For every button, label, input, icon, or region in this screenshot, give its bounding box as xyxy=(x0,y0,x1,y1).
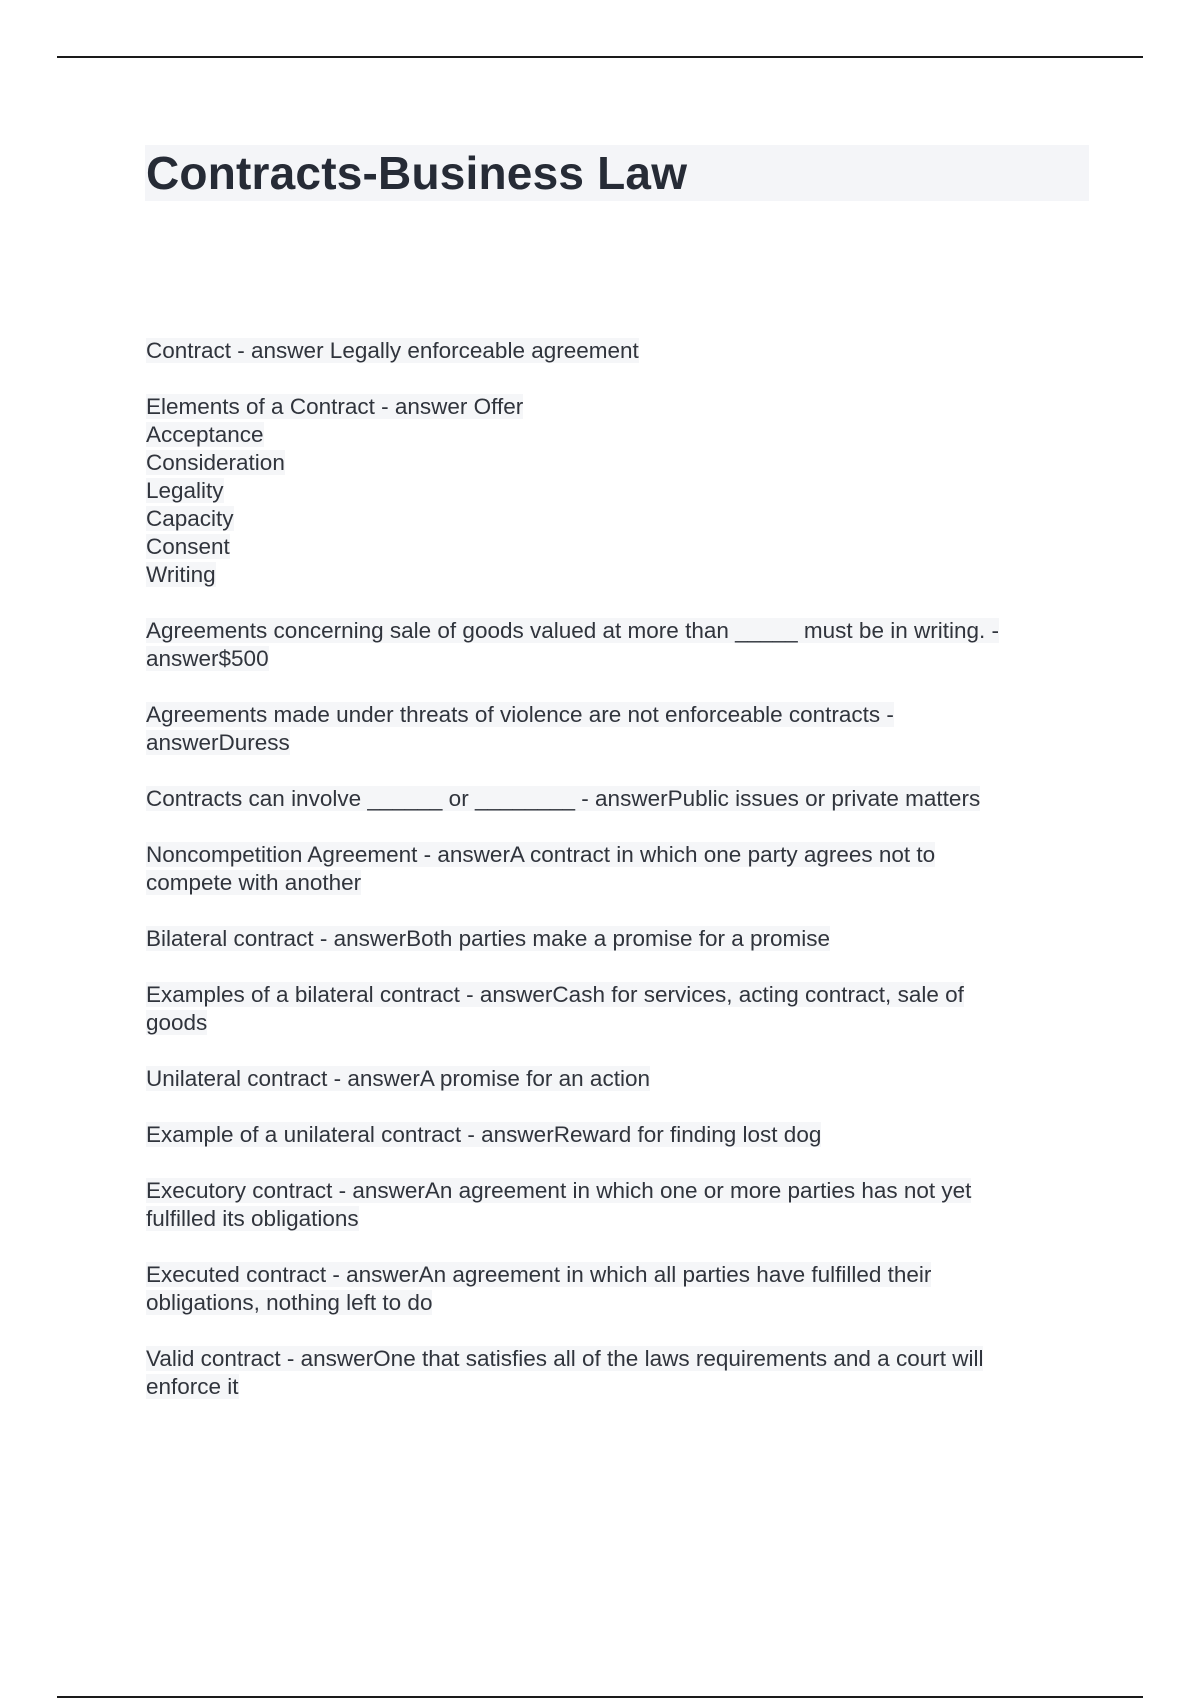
qa-entry-text: Noncompetition Agreement - answerA contract in which one party agrees not to xyxy=(146,842,936,867)
qa-entry xyxy=(146,925,1086,953)
qa-entry-line xyxy=(146,477,1086,505)
qa-entry xyxy=(146,1121,1086,1149)
qa-entry-text: Agreements concerning sale of goods valued at more than _____ must be in writing. - xyxy=(146,618,999,643)
qa-entry-text: Valid contract - answerOne that satisfies all of the laws requirements and a court will xyxy=(146,1346,984,1371)
qa-entry-text: Examples of a bilateral contract - answerCash for services, acting contract, sale of xyxy=(146,982,964,1007)
qa-entry-text: Example of a unilateral contract - answerReward for finding lost dog xyxy=(146,1122,822,1147)
header-divider xyxy=(57,56,1143,58)
qa-entry-line xyxy=(146,1345,1086,1373)
qa-entry-line xyxy=(146,925,1086,953)
qa-entry-text: Contract - answer Legally enforceable agreement xyxy=(146,338,639,363)
qa-entry-text: answerDuress xyxy=(146,730,290,755)
qa-entry-text: enforce it xyxy=(146,1374,239,1399)
qa-entry-line xyxy=(146,617,1086,645)
qa-entry xyxy=(146,1261,1086,1317)
qa-entry-line xyxy=(146,449,1086,477)
qa-entry-line xyxy=(146,1065,1086,1093)
footer-divider xyxy=(57,1696,1143,1698)
qa-entry-line xyxy=(146,505,1086,533)
qa-entry xyxy=(146,1345,1086,1401)
qa-entry-line xyxy=(146,337,1086,365)
qa-entry-text: Legality xyxy=(146,478,224,503)
qa-entry-text: Writing xyxy=(146,562,216,587)
qa-entry xyxy=(146,841,1086,897)
qa-entry-line xyxy=(146,561,1086,589)
qa-entry-line xyxy=(146,869,1086,897)
qa-entry-text: Acceptance xyxy=(146,422,264,447)
qa-entry xyxy=(146,337,1086,365)
qa-entry xyxy=(146,701,1086,757)
qa-entry-line xyxy=(146,1289,1086,1317)
qa-entry-text: obligations, nothing left to do xyxy=(146,1290,433,1315)
qa-entry-line xyxy=(146,785,1086,813)
qa-entry-text: answer$500 xyxy=(146,646,269,671)
qa-entry-text: Agreements made under threats of violence are not enforceable contracts - xyxy=(146,702,894,727)
qa-entry xyxy=(146,1177,1086,1233)
qa-entry-text: Executed contract - answerAn agreement in which all parties have fulfilled their xyxy=(146,1262,932,1287)
qa-entry xyxy=(146,785,1086,813)
qa-entry-text: Unilateral contract - answerA promise for an action xyxy=(146,1066,650,1091)
qa-list xyxy=(146,337,1086,1429)
page-title: Contracts-Business Law xyxy=(146,147,688,199)
qa-entry-text: compete with another xyxy=(146,870,362,895)
qa-entry-line xyxy=(146,701,1086,729)
qa-entry-text: Contracts can involve ______ or ________ - answerPublic issues or private matters xyxy=(146,786,981,811)
qa-entry-line xyxy=(146,1121,1086,1149)
qa-entry-line xyxy=(146,1177,1086,1205)
qa-entry-text: goods xyxy=(146,1010,208,1035)
qa-entry-line xyxy=(146,841,1086,869)
qa-entry xyxy=(146,393,1086,589)
qa-entry-line xyxy=(146,533,1086,561)
qa-entry xyxy=(146,617,1086,673)
qa-entry-text: Bilateral contract - answerBoth parties make a promise for a promise xyxy=(146,926,831,951)
qa-entry-line xyxy=(146,729,1086,757)
qa-entry-line xyxy=(146,1373,1086,1401)
qa-entry-text: Executory contract - answerAn agreement in which one or more parties has not yet xyxy=(146,1178,972,1203)
qa-entry-line xyxy=(146,1009,1086,1037)
qa-entry-line xyxy=(146,645,1086,673)
qa-entry xyxy=(146,1065,1086,1093)
qa-entry-text: Elements of a Contract - answer Offer xyxy=(146,394,524,419)
qa-entry-text: Consent xyxy=(146,534,230,559)
qa-entry-line xyxy=(146,1205,1086,1233)
qa-entry xyxy=(146,981,1086,1037)
qa-entry-line xyxy=(146,1261,1086,1289)
qa-entry-line xyxy=(146,421,1086,449)
qa-entry-line xyxy=(146,981,1086,1009)
qa-entry-text: Capacity xyxy=(146,506,234,531)
qa-entry-text: fulfilled its obligations xyxy=(146,1206,359,1231)
qa-entry-text: Consideration xyxy=(146,450,285,475)
qa-entry-line xyxy=(146,393,1086,421)
